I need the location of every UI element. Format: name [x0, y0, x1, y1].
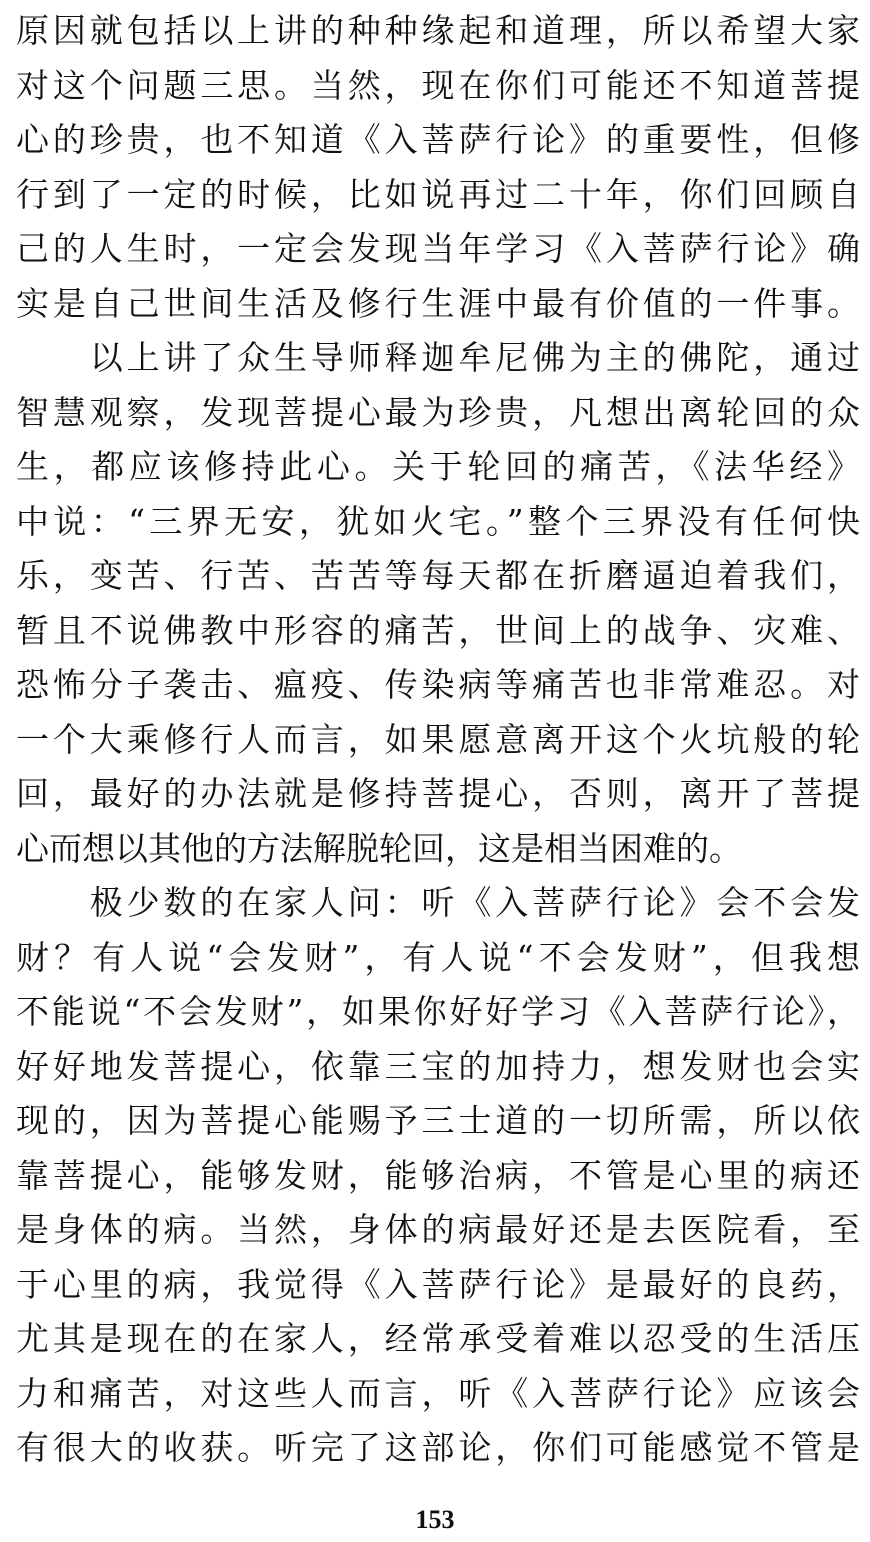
text-line: 恐怖分子袭击、瘟疫、传染病等痛苦也非常难忍。对 [16, 665, 860, 704]
text-line: 对这个问题三思。当然，现在你们可能还不知道菩提 [16, 65, 860, 105]
text-line: 有很大的收获。听完了这部论，你们可能感觉不管是 [16, 1428, 860, 1467]
text-line: 心而想以其他的方法解脱轮回，这是相当困难的。 [16, 828, 742, 868]
text-line: 好好地发菩提心，依靠三宝的加持力，想发财也会实 [16, 1046, 860, 1086]
text-line: 生，都应该修持此心。关于轮回的痛苦，《法华经》 [16, 447, 860, 486]
text-line: 己的人生时，一定会发现当年学习《入菩萨行论》确 [16, 229, 860, 268]
text-line: 心的珍贵，也不知道《入菩萨行论》的重要性，但修 [16, 120, 860, 159]
page-number: 153 [415, 1505, 455, 1534]
text-line: 乐，变苦、行苦、苦苦等每天都在折磨逼迫着我们， [16, 556, 860, 595]
text-line: 不能说“不会发财”，如果你好好学习《入菩萨行论》， [16, 992, 860, 1031]
text-line: 现的，因为菩提心能赐予三士道的一切所需，所以依 [16, 1101, 860, 1140]
text-line: 尤其是现在的在家人，经常承受着难以忍受的生活压 [16, 1319, 860, 1358]
text-line: 智慧观察，发现菩提心最为珍贵，凡想出离轮回的众 [16, 392, 860, 432]
text-line: 力和痛苦，对这些人而言，听《入菩萨行论》应该会 [16, 1373, 860, 1413]
text-line: 暂且不说佛教中形容的痛苦，世间上的战争、灾难、 [16, 610, 860, 650]
text-line: 行到了一定的时候，比如说再过二十年，你们回顾自 [16, 174, 860, 214]
text-line: 于心里的病，我觉得《入菩萨行论》是最好的良药， [16, 1264, 860, 1304]
text-line: 原因就包括以上讲的种种缘起和道理，所以希望大家 [16, 11, 860, 50]
text-line: 中说：“三界无安，犹如火宅。”整个三界没有任何快 [16, 501, 860, 541]
body-text [16, 4, 860, 1476]
text-line: 财？有人说“会发财”，有人说“不会发财”，但我想 [16, 937, 860, 977]
text-line: 实是自己世间生活及修行生涯中最有价值的一件事。 [16, 283, 860, 323]
text-line: 以上讲了众生导师释迦牟尼佛为主的佛陀，通过 [16, 338, 860, 377]
text-line: 是身体的病。当然，身体的病最好还是去医院看，至 [16, 1210, 860, 1249]
text-line: 回，最好的办法就是修持菩提心，否则，离开了菩提 [16, 774, 860, 813]
text-line: 靠菩提心，能够发财，能够治病，不管是心里的病还 [16, 1155, 860, 1195]
text-line: 一个大乘修行人而言，如果愿意离开这个火坑般的轮 [16, 719, 860, 759]
text-line: 极少数的在家人问：听《入菩萨行论》会不会发 [16, 883, 860, 922]
